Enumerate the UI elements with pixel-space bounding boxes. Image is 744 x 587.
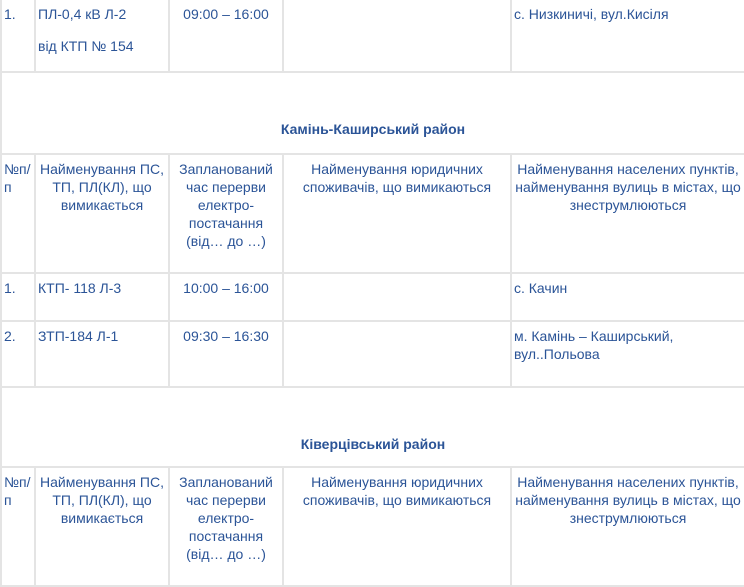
- section-title: Камінь-Каширський район: [1, 72, 744, 154]
- header-consumers: Найменування юридичних споживачів, що вимикаються: [283, 154, 511, 273]
- header-locations: Найменування населених пунктів, найменування вулиць в містах, що знеструмлюються: [511, 154, 744, 273]
- table-row: [1, 0, 744, 72]
- location-cell: с. Качин: [511, 273, 744, 321]
- row-number: 1.: [1, 273, 35, 321]
- row-number: 2.: [1, 321, 35, 387]
- header-consumers: Найменування юридичних споживачів, що вимикаються: [283, 467, 511, 586]
- consumers-cell: [283, 321, 511, 387]
- location-cell: м. Камінь – Каширський, вул..Польова: [511, 321, 744, 387]
- consumers-cell: [283, 273, 511, 321]
- header-row: [1, 467, 744, 586]
- header-time: Запланований час перерви електро-постачання (від… до …): [169, 467, 283, 586]
- network-element: КТП- 118 Л-3: [35, 273, 169, 321]
- table-row: [1, 321, 744, 387]
- header-time: Запланований час перерви електро-постачання (від… до …): [169, 154, 283, 273]
- section-row: [1, 387, 744, 467]
- table-row: [1, 273, 744, 321]
- network-element-cell: [35, 0, 169, 72]
- header-num: №п/п: [1, 467, 35, 586]
- section-title: Ківерцівський район: [1, 387, 744, 467]
- header-locations: Найменування населених пунктів, найменування вулиць в містах, що знеструмлюються: [511, 467, 744, 586]
- outage-time: 09:00 – 16:00: [169, 0, 283, 72]
- network-element: ЗТП-184 Л-1: [35, 321, 169, 387]
- network-element-line: ПЛ-0,4 кВ Л-2: [38, 6, 127, 22]
- outage-time: 10:00 – 16:00: [169, 273, 283, 321]
- outage-time: 09:30 – 16:30: [169, 321, 283, 387]
- header-row: [1, 154, 744, 273]
- row-number: 1.: [1, 0, 35, 72]
- header-name: Найменування ПС, ТП, ПЛ(КЛ), що вимикається: [35, 154, 169, 273]
- location-cell: с. Низкиничі, вул.Кисіля: [511, 0, 744, 72]
- header-num: №п/п: [1, 154, 35, 273]
- header-name: Найменування ПС, ТП, ПЛ(КЛ), що вимикається: [35, 467, 169, 586]
- network-element-source: від КТП № 154: [38, 38, 134, 54]
- section-row: [1, 72, 744, 154]
- consumers-cell: [283, 0, 511, 72]
